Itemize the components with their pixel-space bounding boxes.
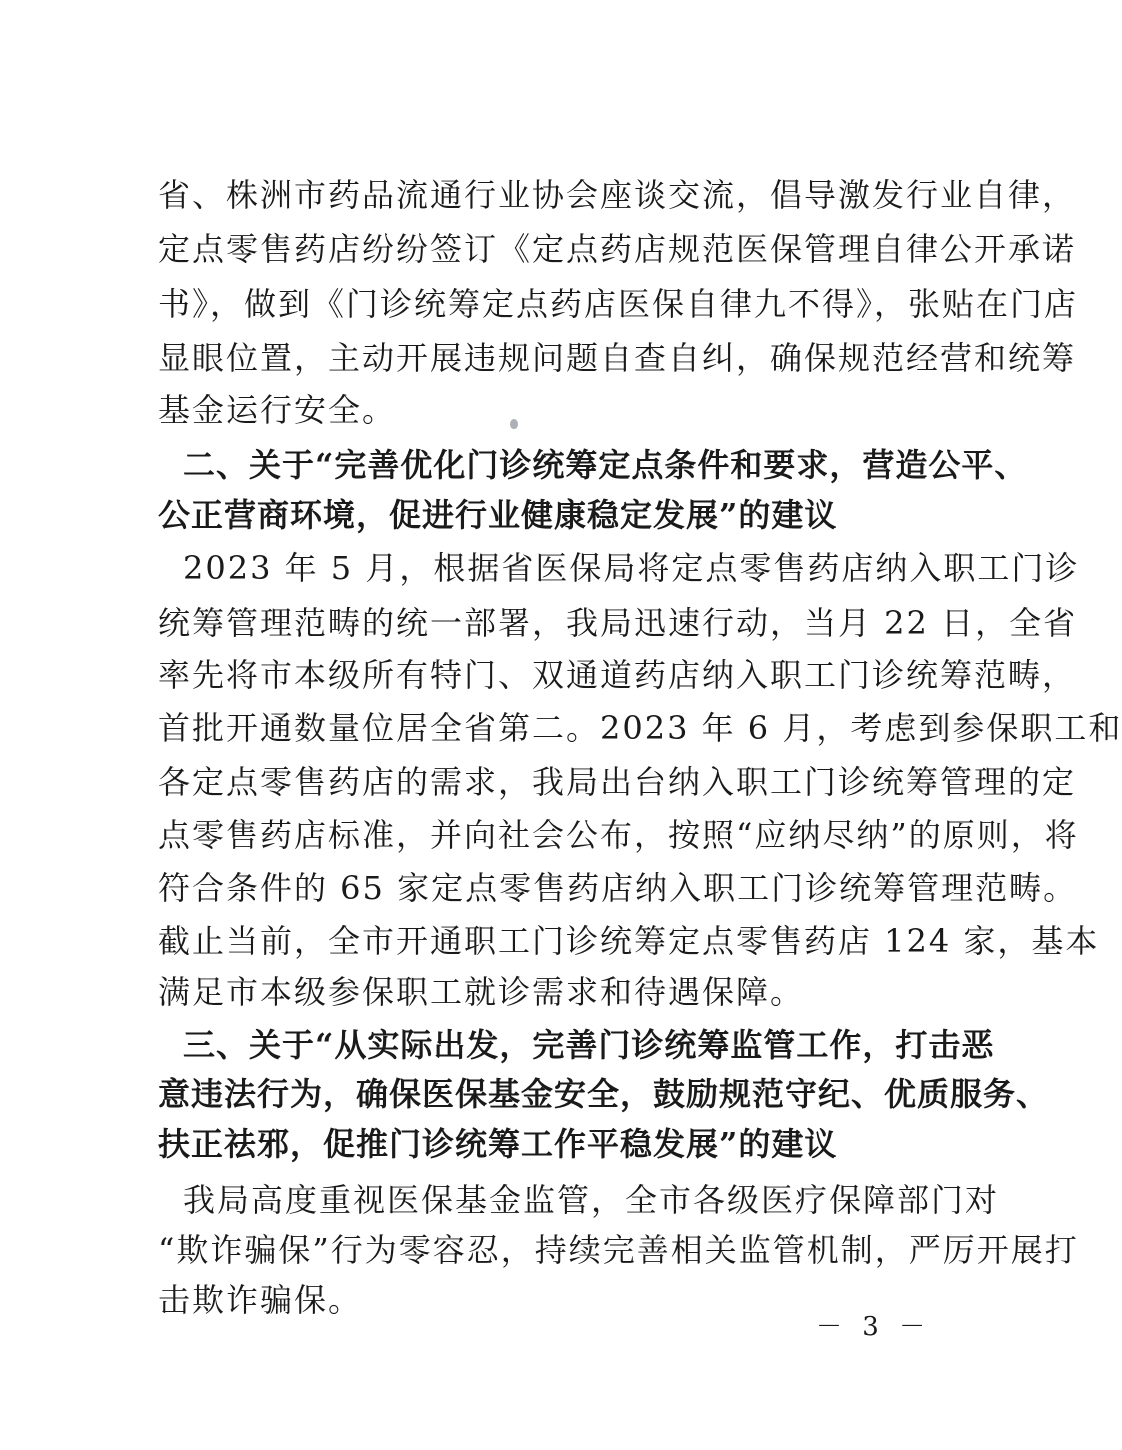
paragraph-2-line: 点零售药店标准，并向社会公布，按照“应纳尽纳”的原则，将 bbox=[158, 816, 1079, 854]
paragraph-1-line: 定点零售药店纷纷签订《定点药店规范医保管理自律公开承诺 bbox=[158, 230, 1077, 268]
paragraph-2-line: 统筹管理范畴的统一部署，我局迅速行动，当月 22 日，全省 bbox=[158, 604, 1078, 642]
paragraph-1-line: 显眼位置，主动开展违规问题自查自纠，确保规范经营和统筹 bbox=[158, 339, 1077, 377]
paragraph-2-line: 满足市本级参保职工就诊需求和待遇保障。 bbox=[158, 973, 805, 1011]
paragraph-3-line: “欺诈骗保”行为零容忍，持续完善相关监管机制，严厉开展打 bbox=[158, 1231, 1079, 1269]
section-2-heading-line: 二、关于“完善优化门诊统筹定点条件和要求，营造公平、 bbox=[183, 446, 1028, 484]
paragraph-2-line: 2023 年 5 月，根据省医保局将定点零售药店纳入职工门诊 bbox=[183, 549, 1080, 587]
paragraph-1-line: 基金运行安全。 bbox=[158, 391, 397, 429]
section-3-heading-line: 扶正祛邪，促推门诊统筹工作平稳发展”的建议 bbox=[158, 1125, 838, 1163]
paragraph-3-line: 我局高度重视医保基金监管，全市各级医疗保障部门对 bbox=[183, 1181, 1000, 1219]
paragraph-1-line: 书》，做到《门诊统筹定点药店医保自律九不得》，张贴在门店 bbox=[158, 285, 1079, 323]
paragraph-2-line: 符合条件的 65 家定点零售药店纳入职工门诊统筹管理范畴。 bbox=[158, 869, 1078, 907]
paragraph-3-line: 击欺诈骗保。 bbox=[158, 1281, 363, 1319]
section-2-heading-line: 公正营商环境，促进行业健康稳定发展”的建议 bbox=[158, 496, 838, 534]
paragraph-1-line: 省、株洲市药品流通行业协会座谈交流，倡导激发行业自律， bbox=[158, 176, 1077, 214]
section-3-heading-line: 意违法行为，确保医保基金安全，鼓励规范守纪、优质服务、 bbox=[158, 1075, 1050, 1113]
page-number: － 3 － bbox=[816, 1312, 932, 1342]
paragraph-2-line: 率先将市本级所有特门、双通道药店纳入职工门诊统筹范畴， bbox=[158, 656, 1077, 694]
paragraph-2-line: 首批开通数量位居全省第二。2023 年 6 月，考虑到参保职工和 bbox=[158, 709, 1122, 747]
section-3-heading-line: 三、关于“从实际出发，完善门诊统筹监管工作，打击恶 bbox=[183, 1026, 995, 1064]
paragraph-2-line: 截止当前，全市开通职工门诊统筹定点零售药店 124 家，基本 bbox=[158, 922, 1100, 960]
paragraph-2-line: 各定点零售药店的需求，我局出台纳入职工门诊统筹管理的定 bbox=[158, 763, 1077, 801]
scan-mark bbox=[510, 419, 518, 429]
